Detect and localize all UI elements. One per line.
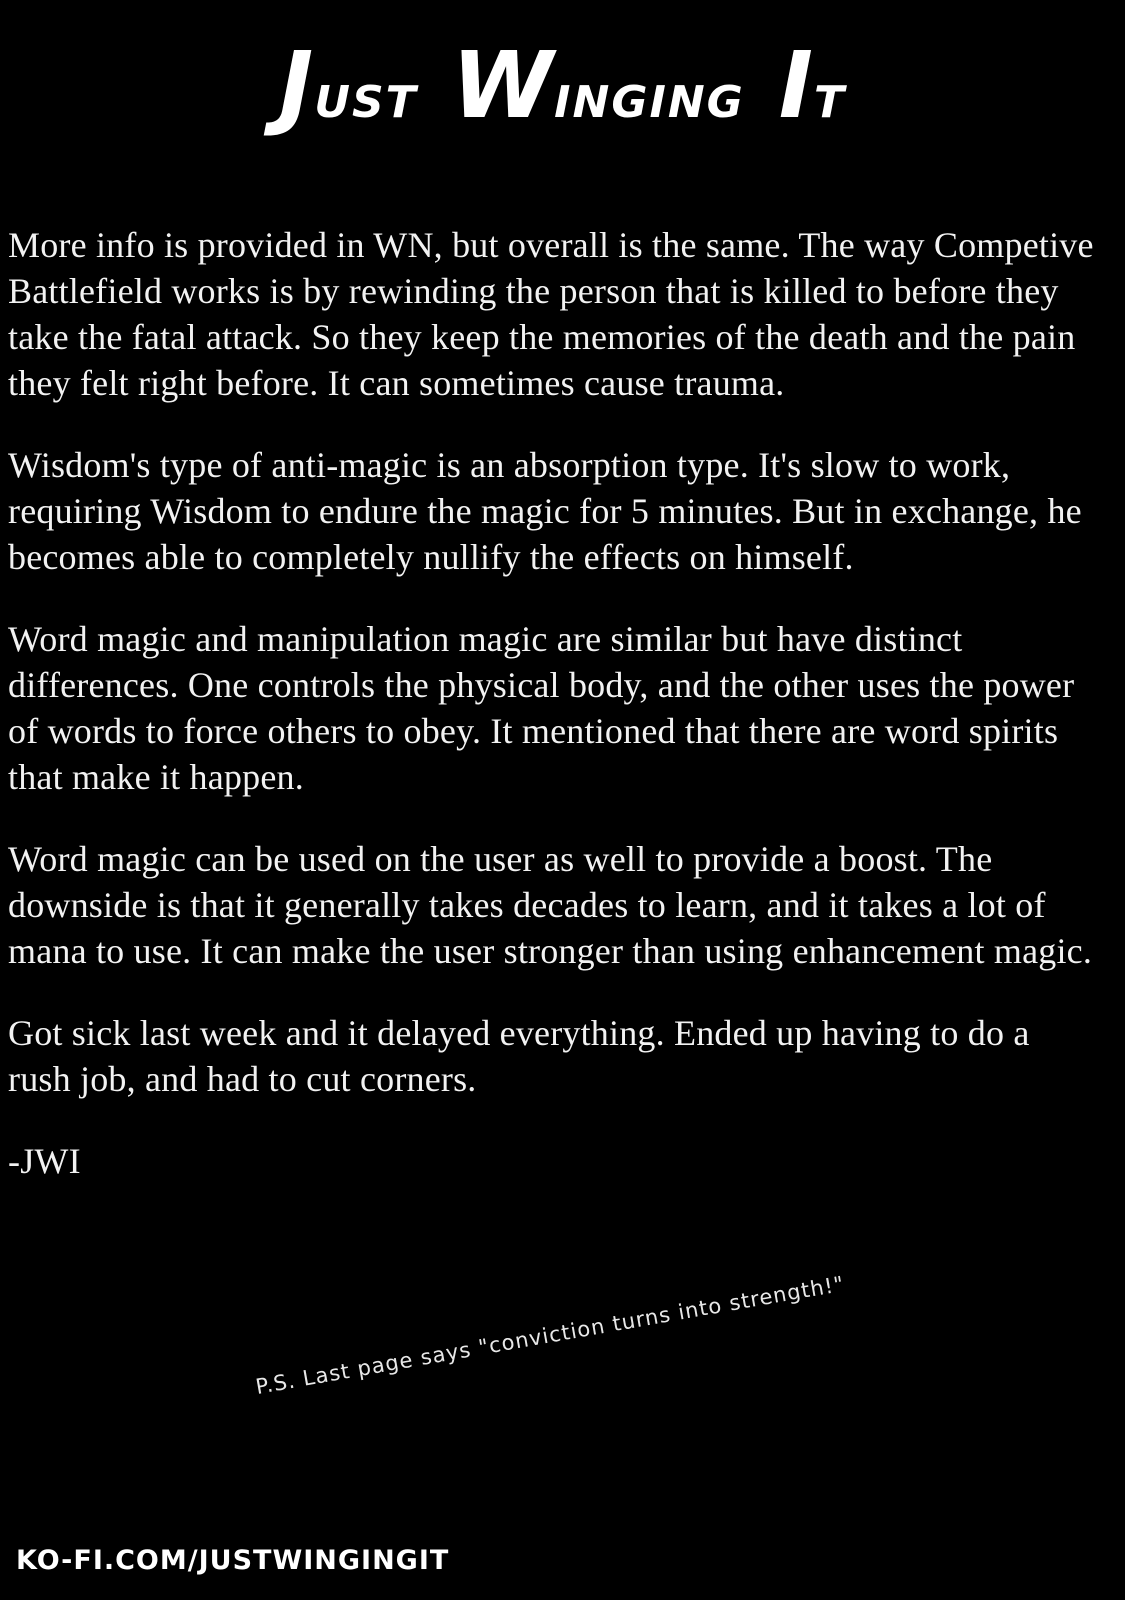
- author-note-body: [8, 222, 1098, 1184]
- paragraph-5: Got sick last week and it delayed everything. Ended up having to do a rush job, and had to cut corners.: [8, 1013, 1030, 1099]
- title-cap-i: I: [778, 32, 814, 139]
- paragraph-3: Word magic and manipulation magic are similar but have distinct differences. One controls the physical body, and the other uses the power of words to force others to obey. It mentioned that there are word spirits that make it happen.: [8, 619, 1075, 797]
- paragraph-4: Word magic can be used on the user as well to provide a boost. The downside is that it generally takes decades to learn, and it takes a lot of mana to use. It can make the user stronger than using enhancement magic.: [8, 839, 1093, 971]
- title-word-it: [778, 32, 847, 139]
- title-rest-winging: INGING: [554, 77, 745, 128]
- title-word-just: [278, 32, 418, 139]
- paragraph-1: More info is provided in WN, but overall is the same. The way Competive Battlefield works is by rewinding the person that is killed to before they take the fatal attack. So they keep the memories of the death and the pain they felt right before. It can sometimes cause trauma.: [8, 225, 1094, 403]
- title-cap-j: J: [278, 32, 315, 139]
- title-rest-just: UST: [314, 77, 418, 128]
- title-word-winging: [451, 32, 745, 139]
- signature: -JWI: [8, 1141, 81, 1181]
- ps-note: P.S. Last page says "conviction turns into strength!": [253, 1271, 847, 1399]
- paragraph-2: Wisdom's type of anti-magic is an absorption type. It's slow to work, requiring Wisdom to endure the magic for 5 minutes. But in exchange, he becomes able to completely nullify the effects on himself.: [8, 445, 1082, 577]
- page-title: [0, 32, 1125, 139]
- kofi-link[interactable]: KO-FI.COM/JUSTWINGINGIT: [16, 1545, 450, 1576]
- title-cap-w: W: [451, 32, 555, 139]
- title-rest-it: T: [814, 77, 847, 128]
